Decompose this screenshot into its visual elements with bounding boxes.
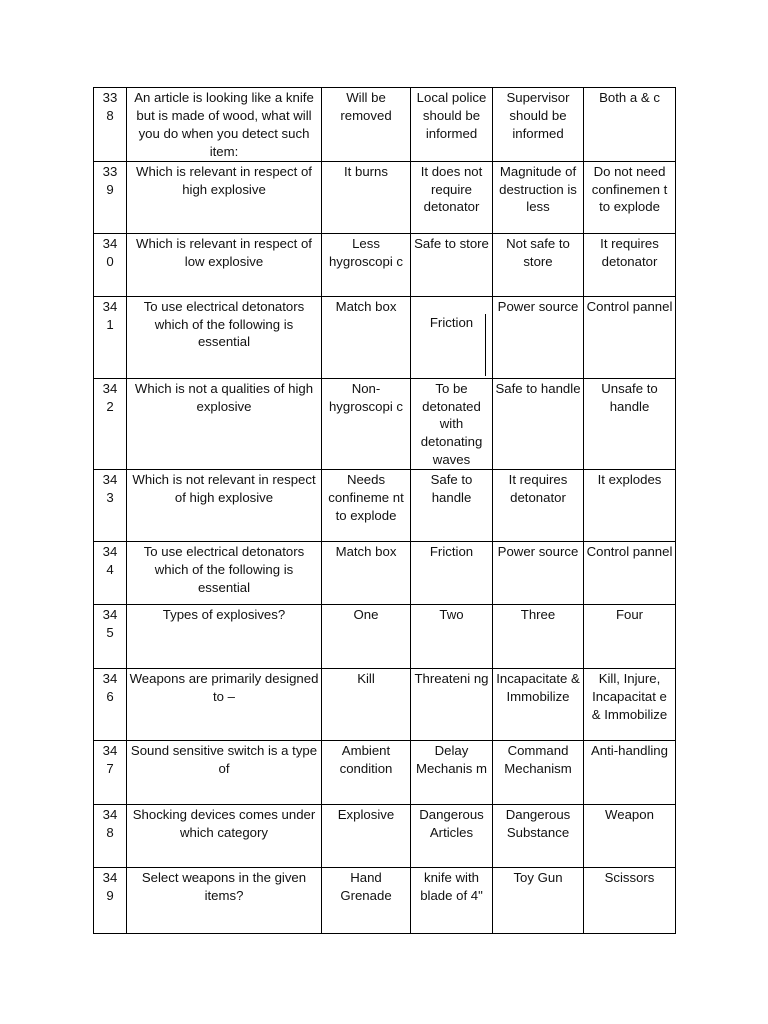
question-text: To use electrical detonators which of the following is essential bbox=[143, 298, 305, 350]
option-b: Friction bbox=[429, 544, 474, 560]
question-number-cell bbox=[94, 470, 127, 542]
question-number: 34 4 bbox=[102, 544, 118, 578]
option-b: Delay Mechanis m bbox=[415, 743, 488, 777]
question-number-cell bbox=[94, 868, 127, 934]
question-rows bbox=[94, 88, 676, 934]
option-a: Match box bbox=[335, 298, 397, 314]
option-a: Ambient condition bbox=[339, 743, 393, 777]
option-a-cell bbox=[322, 542, 411, 605]
question-text: Types of explosives? bbox=[162, 607, 286, 623]
option-b-cell bbox=[411, 88, 493, 162]
question-text: To use electrical detonators which of the following is essential bbox=[143, 544, 305, 595]
option-b: It does not require detonator bbox=[420, 163, 483, 215]
option-c: Magnitude of destruction is less bbox=[499, 163, 577, 215]
question-text-cell bbox=[127, 542, 322, 605]
option-d-cell bbox=[584, 88, 676, 162]
option-d-cell bbox=[584, 233, 676, 296]
option-d: Both a & c bbox=[599, 90, 660, 105]
table-row bbox=[94, 378, 676, 470]
question-number-cell bbox=[94, 605, 127, 669]
question-number: 33 9 bbox=[102, 163, 118, 197]
option-d-cell bbox=[584, 378, 676, 470]
option-c: Command Mechanism bbox=[504, 743, 572, 777]
option-c: Dangerous Substance bbox=[505, 807, 571, 841]
option-b: Dangerous Articles bbox=[419, 807, 484, 841]
option-a-cell bbox=[322, 233, 411, 296]
question-number: 34 9 bbox=[102, 870, 118, 904]
table-row bbox=[94, 805, 676, 868]
option-c-cell bbox=[493, 161, 584, 233]
option-b: Threateni ng bbox=[414, 671, 489, 687]
question-number-cell bbox=[94, 233, 127, 296]
question-number: 34 5 bbox=[102, 607, 118, 641]
option-c-cell bbox=[493, 378, 584, 470]
question-number: 34 7 bbox=[102, 743, 118, 777]
option-c: Power source bbox=[497, 544, 579, 560]
option-d: Control pannel bbox=[586, 544, 673, 560]
table-row bbox=[94, 741, 676, 805]
option-a: Needs confineme nt to explode bbox=[328, 472, 404, 523]
option-d-cell bbox=[584, 741, 676, 805]
option-a-cell bbox=[322, 868, 411, 934]
question-text-cell bbox=[127, 868, 322, 934]
option-a: Non-hygroscopi c bbox=[328, 380, 404, 414]
table-row bbox=[94, 542, 676, 605]
option-d: Weapon bbox=[605, 807, 654, 823]
question-text: Shocking devices comes under which category bbox=[132, 807, 316, 841]
question-number-cell bbox=[94, 805, 127, 868]
option-d: Anti-handling bbox=[591, 743, 668, 759]
question-number: 33 8 bbox=[102, 90, 118, 123]
table-row bbox=[94, 161, 676, 233]
table-row bbox=[94, 605, 676, 669]
question-text: Select weapons in the given items? bbox=[141, 870, 307, 904]
option-b: Safe to handle bbox=[430, 472, 473, 506]
question-text-cell bbox=[127, 741, 322, 805]
option-d-cell bbox=[584, 542, 676, 605]
option-d-cell bbox=[584, 868, 676, 934]
option-a-cell bbox=[322, 378, 411, 470]
question-number-cell bbox=[94, 88, 127, 162]
option-d: Scissors bbox=[604, 870, 655, 886]
option-b-cell bbox=[411, 805, 493, 868]
question-number-cell bbox=[94, 741, 127, 805]
option-b-cell bbox=[411, 605, 493, 669]
option-a: Explosive bbox=[337, 807, 395, 823]
question-number: 34 6 bbox=[102, 671, 118, 705]
option-d: Do not need confinemen t to explode bbox=[591, 163, 668, 215]
option-c-cell bbox=[493, 805, 584, 868]
question-text-cell bbox=[127, 805, 322, 868]
question-text-cell bbox=[127, 470, 322, 542]
question-number-cell bbox=[94, 669, 127, 741]
table-row bbox=[94, 669, 676, 741]
question-text-cell bbox=[127, 378, 322, 470]
option-d-cell bbox=[584, 805, 676, 868]
table-row bbox=[94, 868, 676, 934]
option-c: Supervisor should be informed bbox=[506, 90, 570, 141]
option-c-cell bbox=[493, 88, 584, 162]
option-a: Match box bbox=[335, 544, 397, 560]
option-a-cell bbox=[322, 296, 411, 378]
question-number: 34 3 bbox=[102, 472, 118, 506]
table-row bbox=[94, 296, 676, 378]
question-text-cell bbox=[127, 669, 322, 741]
question-text: Which is not a qualities of high explosive bbox=[134, 380, 314, 414]
option-b: Local police should be informed bbox=[416, 90, 487, 141]
option-b-cell bbox=[411, 542, 493, 605]
option-c: Three bbox=[520, 607, 556, 623]
option-c-cell bbox=[493, 868, 584, 934]
option-d: Kill, Injure, Incapacitat e & Immobilize bbox=[591, 671, 668, 722]
option-c: Toy Gun bbox=[513, 870, 563, 886]
option-d-cell bbox=[584, 296, 676, 378]
option-b-cell bbox=[411, 296, 493, 378]
option-a-cell bbox=[322, 88, 411, 162]
question-number-cell bbox=[94, 296, 127, 378]
question-text-cell bbox=[127, 88, 322, 162]
question-table bbox=[93, 87, 676, 934]
question-text: An article is looking like a knife but is made of wood, what will you do when you detect such item: bbox=[134, 90, 314, 159]
option-b-cell bbox=[411, 233, 493, 296]
option-b: knife with blade of 4" bbox=[420, 870, 483, 904]
option-c-cell bbox=[493, 470, 584, 542]
option-a-cell bbox=[322, 161, 411, 233]
option-c: Incapacitate & Immobilize bbox=[496, 671, 580, 705]
option-b: To be detonated with detonating waves bbox=[420, 380, 483, 468]
option-b: Safe to store bbox=[414, 235, 489, 251]
option-b: Two bbox=[439, 607, 464, 623]
option-b-cell bbox=[411, 161, 493, 233]
option-c-cell bbox=[493, 741, 584, 805]
option-d-cell bbox=[584, 470, 676, 542]
option-b-cell bbox=[411, 868, 493, 934]
question-number-cell bbox=[94, 378, 127, 470]
option-c-cell bbox=[493, 669, 584, 741]
question-text-cell bbox=[127, 296, 322, 378]
option-d: It explodes bbox=[597, 472, 662, 488]
partial-border-line bbox=[485, 314, 486, 376]
option-a-cell bbox=[322, 605, 411, 669]
option-c-cell bbox=[493, 296, 584, 378]
option-b-cell bbox=[411, 378, 493, 470]
question-text-cell bbox=[127, 605, 322, 669]
option-a-cell bbox=[322, 669, 411, 741]
table-row bbox=[94, 470, 676, 542]
question-text: Which is relevant in respect of high explosive bbox=[136, 163, 312, 197]
option-c: It requires detonator bbox=[508, 472, 568, 506]
option-d-cell bbox=[584, 605, 676, 669]
option-c: Not safe to store bbox=[506, 235, 570, 269]
question-text-cell bbox=[127, 233, 322, 296]
question-number: 34 2 bbox=[102, 380, 118, 414]
option-c-cell bbox=[493, 542, 584, 605]
option-a-cell bbox=[322, 470, 411, 542]
option-b-cell bbox=[411, 669, 493, 741]
option-b: Friction bbox=[429, 314, 474, 330]
question-number-cell bbox=[94, 542, 127, 605]
option-b-cell bbox=[411, 741, 493, 805]
option-d-cell bbox=[584, 161, 676, 233]
option-a: One bbox=[353, 607, 379, 623]
option-a: Kill bbox=[357, 671, 375, 687]
option-a: Less hygroscopi c bbox=[328, 235, 404, 269]
option-a-cell bbox=[322, 741, 411, 805]
option-d-cell bbox=[584, 669, 676, 741]
question-text: Which is not relevant in respect of high explosive bbox=[132, 472, 316, 506]
question-text: Weapons are primarily designed to – bbox=[129, 671, 319, 705]
question-text: Sound sensitive switch is a type of bbox=[130, 743, 318, 777]
option-d: Unsafe to handle bbox=[601, 380, 658, 414]
option-a: Will be removed bbox=[340, 90, 392, 123]
question-number: 34 0 bbox=[102, 235, 118, 269]
option-b-cell bbox=[411, 470, 493, 542]
option-d: It requires detonator bbox=[600, 235, 659, 269]
question-number-cell bbox=[94, 161, 127, 233]
option-c-cell bbox=[493, 233, 584, 296]
table-row bbox=[94, 233, 676, 296]
option-d: Four bbox=[615, 607, 644, 623]
option-c-cell bbox=[493, 605, 584, 669]
table-row bbox=[94, 88, 676, 162]
option-a: Hand Grenade bbox=[340, 870, 392, 904]
question-number: 34 1 bbox=[102, 298, 118, 332]
option-c: Safe to handle bbox=[495, 380, 581, 396]
question-number: 34 8 bbox=[102, 807, 118, 841]
question-text: Which is relevant in respect of low explosive bbox=[136, 235, 312, 269]
option-a: It burns bbox=[344, 163, 388, 179]
option-d: Control pannel bbox=[586, 298, 673, 314]
question-text-cell bbox=[127, 161, 322, 233]
option-c: Power source bbox=[497, 298, 579, 314]
option-a-cell bbox=[322, 805, 411, 868]
